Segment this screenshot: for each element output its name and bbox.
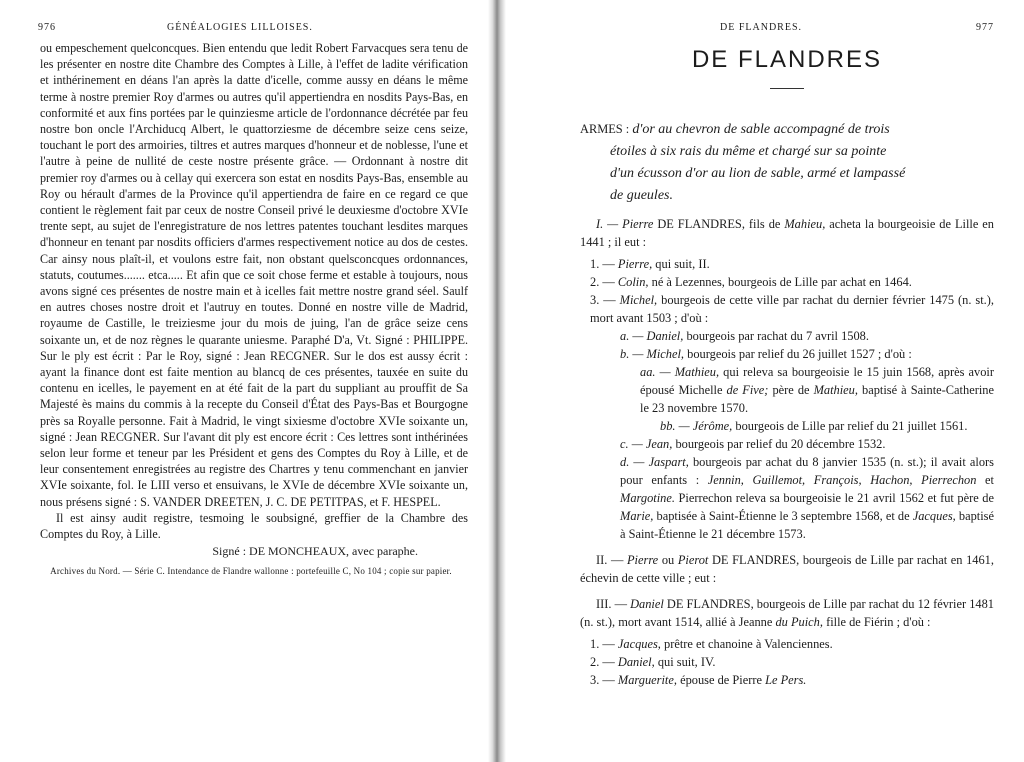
spouse-name: de Five; bbox=[726, 383, 769, 397]
spouse-name: Le Pers. bbox=[765, 673, 807, 687]
book-gutter bbox=[488, 0, 506, 762]
child-name: Daniel, bbox=[646, 329, 684, 343]
child-name: Jérôme, bbox=[692, 419, 733, 433]
list-marker: b. — bbox=[620, 347, 644, 361]
child-text: épouse de Pierre bbox=[680, 673, 762, 687]
child-text: Pierrechon releva sa bourgeoisie le 21 avril 1562 et fut père de bbox=[678, 491, 994, 505]
child-name: Jacques, bbox=[617, 637, 661, 651]
entry-surname: DE FLANDRES, bbox=[711, 553, 800, 567]
list-marker: bb. — bbox=[660, 419, 690, 433]
child-text: bourgeois de Lille par relief du 21 juillet 1561. bbox=[735, 419, 968, 433]
child-text: bourgeois de cette ville par rachat du dernier février 1475 (n. st.), mort avant 1503 ; d'où : bbox=[590, 293, 994, 325]
entry-text: fille de Fiérin ; d'où : bbox=[826, 615, 931, 629]
children-names: Jennin, Guillemot, François, Hachon, Pierrechon bbox=[707, 473, 977, 487]
entry-d bbox=[620, 453, 994, 543]
entry-I-child-3 bbox=[590, 291, 994, 327]
entry-I-child-2 bbox=[590, 273, 994, 291]
child-name: Mathieu, bbox=[674, 365, 720, 379]
entry-III-child-1 bbox=[590, 635, 994, 653]
left-page bbox=[0, 0, 488, 762]
generation-marker: III. — bbox=[596, 597, 627, 611]
child-text: baptisé à Sainte-Catherine le 23 novembre 1570. bbox=[640, 383, 994, 415]
child-text: né à Lezennes, bourgeois de Lille par achat en 1464. bbox=[651, 275, 912, 289]
arms-line-2: étoiles à six rais du même et chargé sur sa pointe bbox=[610, 144, 887, 159]
generation-marker: II. — bbox=[596, 553, 624, 567]
child-name: Margotine. bbox=[620, 491, 675, 505]
entry-I-surname: DE FLANDRES, bbox=[657, 217, 745, 231]
list-marker: c. — bbox=[620, 437, 643, 451]
entry-I-text-1: fils de bbox=[748, 217, 781, 231]
child-name: Marguerite, bbox=[617, 673, 677, 687]
child-name: Colin, bbox=[617, 275, 649, 289]
right-running-head bbox=[580, 0, 994, 40]
entry-III bbox=[580, 595, 994, 631]
entry-I-text-2: acheta la bourgeoisie de Lille en 1441 ; il eut : bbox=[580, 217, 995, 249]
entry-name: Pierre bbox=[626, 553, 659, 567]
arms-line-1: d'or au chevron de sable accompagné de trois bbox=[632, 122, 890, 137]
list-marker: aa. — bbox=[640, 365, 671, 379]
child-name: Jean, bbox=[645, 437, 673, 451]
child-text: baptisée à Saint-Étienne le 3 septembre 1568, et de bbox=[656, 509, 910, 523]
list-marker: 3. — bbox=[590, 293, 616, 307]
left-running-title: GÉNÉALOGIES LILLOISES. bbox=[167, 22, 313, 33]
child-name: Michel, bbox=[619, 293, 658, 307]
right-running-title: DE FLANDRES. bbox=[720, 22, 803, 33]
child-name: Marie, bbox=[620, 509, 654, 523]
spouse-name: du Puich, bbox=[775, 615, 823, 629]
title-rule bbox=[770, 88, 804, 89]
entry-text: bourgeois de Lille par rachat en 1461, échevin de cette ville ; eut : bbox=[580, 553, 994, 585]
list-marker: 1. — bbox=[590, 637, 615, 651]
arms-line-4: de gueules. bbox=[610, 188, 673, 203]
left-paragraph-main: ou empeschement quelconcques. Bien entendu que ledit Robert Farvacques sera tenu de les présenter en nostre dite Chambre des Comptes à Lille, à l'effet de ladite vérification et inthérinement en déans l'an après la datte d'icelle, comme aussy en déans le même terme à nostre premier Roy d'armes ou autres qu'il appertiendra en nosdits Pays-Bas, en conformité et aux fins portées par le quinziesme article de l'ordonnance décrétée par feu nostre bon oncle l'Archiducq Albert, le quattorziesme de décembre seize cens seize, touchant le port des armoiries, tiltres et autres marques d'honneur et de noblesse, l'une et l'autre à peine de nullité de ceste nostre présente grâce. — Ordonnant à nostre dit premier roy d'armes ou à cellay qui exercera son estat en nosdits Pays-Bas, ensemble au Roy ou hérault d'armes de la Province qu'il appertiendra de faire en ce regard ce que contient le règlement fait par ceux de nostre Conseil privé le deuxiesme d'octobre XVIe trente sept, au sujet de l'enregistrature de nos lettres patentes touchant lesdites marques d'honneur en tenant par nosdits officiers d'armes respectivement notice au dos de cestes. Car ainsy nous plaît-il, et voulons estre fait, non obstant quelsconcques ordonnances, statuts, coutumes....... etca..... Et afin que ce soit chose ferme et estable à toujours, nous avons signé ces présentes de nostre main et à icelles fait mettre nostre grand séel. Saulf en autres choses nostre droit et l'autruy en toutes. Donné en nostre ville de Madrid, royaume de Castille, le treiziesme jour du mois de juing, l'an de grâce seize cens soixante un, et de noz règnes le quarante uniesme. Paraphé D'a, Vt. Signé : PHILIPPE. Sur le ply est écrit : Par le Roy, signé : Jean RECGNER. Sur le dos est aussy écrit : ayant la finance dont est faite mention au blancq de ces présentes, tauxée en suite du contenu en icelles, le payement en at été fait de la part du suppliant au prouffit de Sa Majesté ès mains du commis à la recepte du Conseil d'État des Pays-Bas et Bourgogne près sa Royalle personne. Fait à Madrid, le vingt sixiesme d'octobre XVIe soixante un, signé : Jean RECGNER. Sur l'avant dit ply est encore écrit : Ces lettres sont inthérinées selon leur forme et teneur par les Président et gens des Comptes du Roy à Lille, et de leur consentement enregistrées au registre des Chartres y tenu commenchant en janvier XVIe soixante, fol. Ie LIII verso et ensuivans, le XVIe de décembre XVIe soixante un, nous présens signé : S. VANDER DREETEN, J. C. DE PETITPAS, et F. HESPEL. bbox=[40, 41, 468, 509]
entry-III-child-2 bbox=[590, 653, 994, 671]
arms-line-3: d'un écusson d'or au lion de sable, armé et lampassé bbox=[610, 166, 906, 181]
entry-text: ou bbox=[661, 553, 675, 567]
child-name: Daniel, bbox=[617, 655, 655, 669]
arms-block bbox=[580, 119, 994, 207]
entry-a bbox=[620, 327, 994, 345]
child-name: Michel, bbox=[646, 347, 685, 361]
arms-label: ARMES : bbox=[580, 122, 630, 136]
entry-II bbox=[580, 551, 994, 587]
child-text: bourgeois par relief du 26 juillet 1527 ; d'où : bbox=[687, 347, 912, 361]
entry-name: Pierot bbox=[677, 553, 709, 567]
child-name: Jaspart, bbox=[648, 455, 689, 469]
child-name: Pierre, bbox=[617, 257, 653, 271]
child-text: qui suit, II. bbox=[655, 257, 710, 271]
child-text: baptisé à Saint-Étienne le 21 décembre 1573. bbox=[620, 509, 994, 541]
entry-text: bourgeois de Lille par rachat du 12 février 1481 (n. st.), mort avant 1514, allié à Jeanne bbox=[580, 597, 994, 629]
entry-surname: DE FLANDRES, bbox=[666, 597, 754, 611]
list-marker: 2. — bbox=[590, 275, 615, 289]
child-text: bourgeois par relief du 20 décembre 1532. bbox=[675, 437, 886, 451]
right-page bbox=[506, 0, 1024, 762]
child-text: qui suit, IV. bbox=[657, 655, 716, 669]
left-body bbox=[40, 40, 468, 542]
left-paragraph-closing: Il est ainsy audit registre, tesmoing le soubsigné, greffier de la Chambre des Comptes du Roy, à Lille. bbox=[40, 510, 468, 542]
list-marker: d. — bbox=[620, 455, 645, 469]
entry-I-child-1 bbox=[590, 255, 994, 273]
entry-c bbox=[620, 435, 994, 453]
child-text: bourgeois par rachat du 7 avril 1508. bbox=[686, 329, 869, 343]
list-marker: 3. — bbox=[590, 673, 615, 687]
left-running-head bbox=[30, 0, 488, 40]
child-text: bourgeois par achat du 8 janvier 1535 (n. st.); il avait alors pour enfants : bbox=[620, 455, 994, 487]
child-name: Mathieu, bbox=[813, 383, 858, 397]
child-name: Jacques, bbox=[912, 509, 956, 523]
entry-I-name: I. — Pierre bbox=[596, 217, 654, 231]
entry-name: Daniel bbox=[630, 597, 664, 611]
right-body bbox=[580, 119, 994, 689]
list-marker: a. — bbox=[620, 329, 644, 343]
entry-b bbox=[620, 345, 994, 363]
entry-III-child-3 bbox=[590, 671, 994, 689]
left-footnote: Archives du Nord. — Série C. Intendance de Flandre wallonne : portefeuille C, No 104 ; copie sur papier. bbox=[50, 566, 452, 577]
entry-I bbox=[580, 215, 994, 251]
child-text: père de bbox=[772, 383, 810, 397]
child-text: prêtre et chanoine à Valenciennes. bbox=[664, 637, 833, 651]
right-page-number: 977 bbox=[976, 22, 994, 33]
entry-I-father: Mahieu, bbox=[784, 217, 826, 231]
list-marker: 2. — bbox=[590, 655, 615, 669]
child-text: qui releva sa bourgeoisie le 15 juin 1568, après avoir épousé Michelle bbox=[640, 365, 994, 397]
entry-aa bbox=[640, 363, 994, 417]
entry-bb bbox=[660, 417, 994, 435]
child-text: et bbox=[985, 473, 994, 487]
list-marker: 1. — bbox=[590, 257, 615, 271]
left-page-number: 976 bbox=[38, 22, 56, 33]
family-title: DE FLANDRES bbox=[691, 46, 883, 73]
left-signature: Signé : DE MONCHEAUX, avec paraphe. bbox=[212, 544, 418, 559]
